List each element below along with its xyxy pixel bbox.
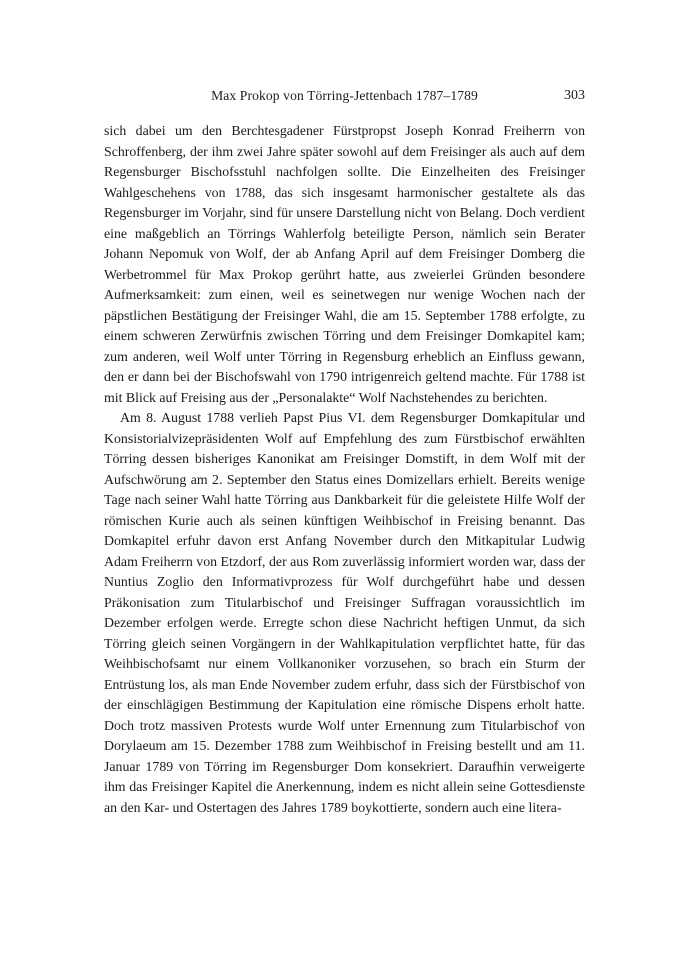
body-text: [104, 121, 585, 818]
page-number: 303: [564, 88, 585, 103]
running-title: Max Prokop von Törring-Jettenbach 1787–1789: [211, 88, 478, 103]
paragraph: sich dabei um den Berchtesgadener Fürstpropst Joseph Konrad Freiherrn von Schroffenberg, der ihm zwei Jahre später sowohl auf dem Freisinger als auch auf dem Regensburger Bischofsstuhl nachfolgen sollte. Die Einzelheiten des Freisinger Wahlgeschehens von 1788, das sich insgesamt harmonischer gestaltete als das Regensburger im Vorjahr, sind für unsere Darstellung nicht von Belang. Doch verdient eine maßgeblich an Törrings Wahlerfolg beteiligte Person, nämlich sein Berater Johann Nepomuk von Wolf, der ab Anfang April auf dem Freisinger Domberg die Werbetrommel für Max Prokop gerührt hatte, aus zweierlei Gründen besondere Aufmerksamkeit: zum einen, weil es seinetwegen nur wenige Wochen nach der päpstlichen Bestätigung der Freisinger Wahl, die am 15. September 1788 erfolgte, zu einem schweren Zerwürfnis zwischen Törring und dem Freisinger Domkapitel kam; zum anderen, weil Wolf unter Törring in Regensburg erheblich an Einfluss gewann, den er dann bei der Bischofswahl von 1790 intrigenreich geltend machte. Für 1788 ist mit Blick auf Freising aus der „Personalakte“ Wolf Nachstehendes zu berichten.: [104, 123, 585, 405]
book-page: [104, 0, 585, 965]
paragraph: Am 8. August 1788 verlieh Papst Pius VI. dem Regensburger Domkapitular und Konsistorialvizepräsidenten Wolf auf Empfehlung des zum Fürstbischof erwählten Törring dessen bisheriges Kanonikat am Freisinger Domstift, in dem Wolf mit der Aufschwörung am 2. September den Status eines Domizellars erhielt. Bereits wenige Tage nach seiner Wahl hatte Törring aus Dankbarkeit für die geleistete Hilfe Wolf der römischen Kurie auch als seinen künftigen Weihbischof in Freising benannt. Das Domkapitel erfuhr davon erst Anfang November durch den Mitkapitular Ludwig Adam Freiherrn von Etzdorf, der aus Rom zuverlässig informiert worden war, dass der Nuntius Zoglio den Informativprozess für Wolf durchgeführt habe und dessen Präkonisation zum Titularbischof und Freisinger Suffragan voraussichtlich im Dezember erfolgen werde. Erregte schon diese Nachricht heftigen Unmut, da sich Törring gleich seinen Vorgängern in der Wahlkapitulation verpflichtet hatte, für das Weihbischofsamt nur einem Vollkanoniker vorzusehen, so brach ein Sturm der Entrüstung los, als man Ende November zudem erfuhr, dass sich der Fürstbischof von der einschlägigen Bestimmung der Kapitulation eine römische Dispens erholt hatte. Doch trotz massiven Protests wurde Wolf unter Ernennung zum Titularbischof von Dorylaeum am 15. Dezember 1788 zum Weihbischof in Freising bestellt und am 11. Januar 1789 von Törring im Regensburger Dom konsekriert. Daraufhin verweigerte ihm das Freisinger Kapitel die Anerkennung, indem es nicht allein seine Gottesdienste an den Kar- und Ostertagen des Jahres 1789 boykottierte, sondern auch eine litera-: [104, 410, 585, 815]
running-head: [104, 86, 585, 106]
